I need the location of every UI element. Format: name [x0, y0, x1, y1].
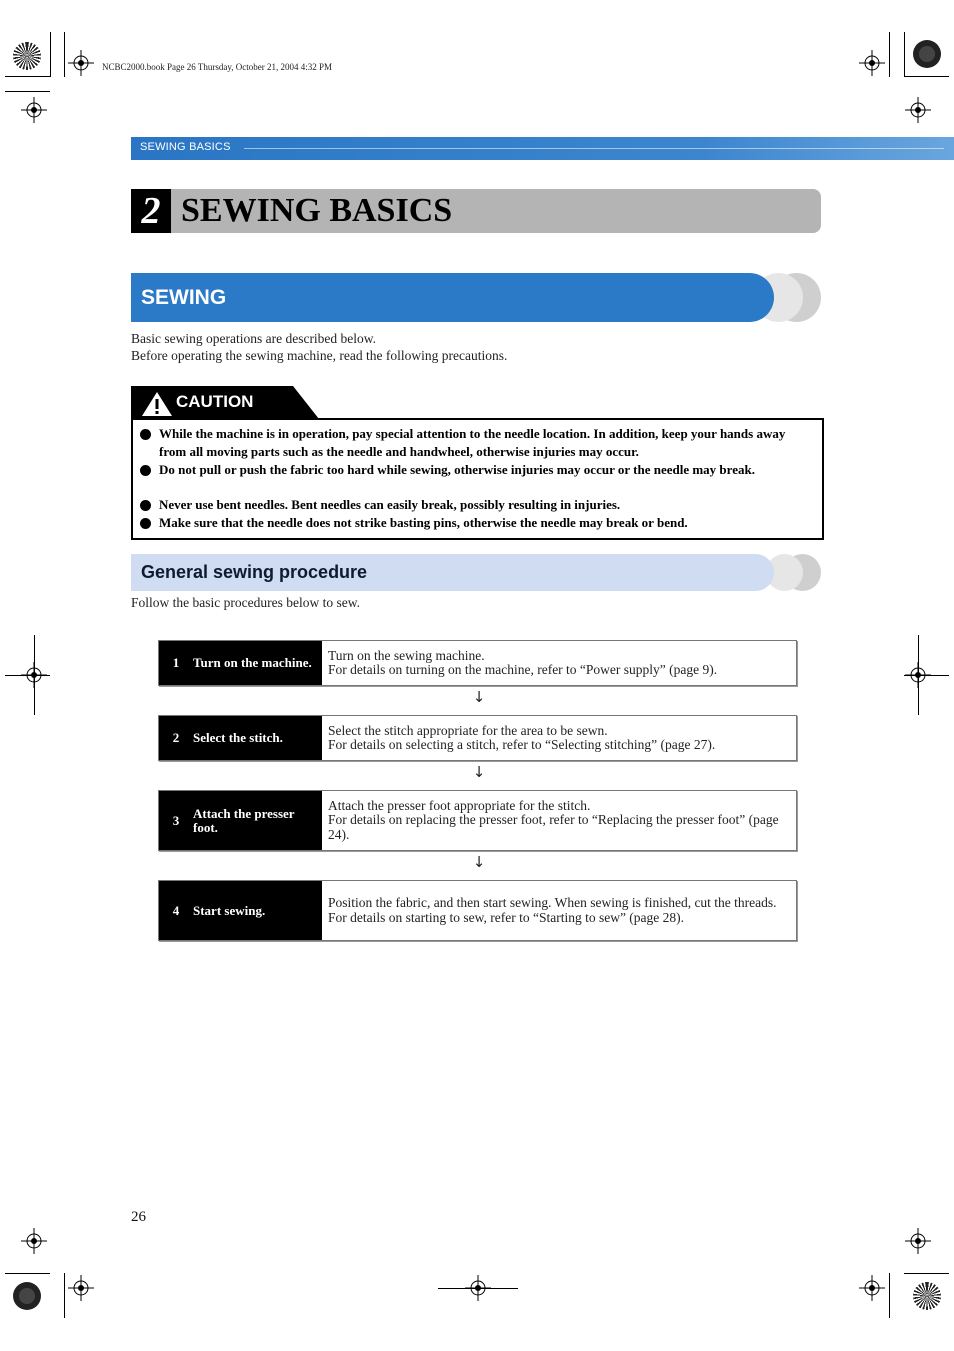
step-line: For details on selecting a stitch, refer to “Selecting stitching” (page 27). [328, 737, 716, 752]
step-number: 2 [172, 730, 180, 745]
caution-item: Never use bent needles. Bent needles can easily break, possibly resulting in injuries. [159, 497, 621, 512]
procedure-step [158, 640, 797, 686]
registration-rosette-icon [13, 42, 41, 70]
step-line: Position the fabric, and then start sewing. When sewing is finished, cut the threads. [328, 895, 777, 910]
registration-mark-icon [68, 50, 94, 76]
crop-line [904, 675, 949, 676]
step-header [159, 791, 322, 850]
registration-rosette-icon [913, 1282, 941, 1310]
step-header [159, 881, 322, 940]
down-arrow-icon: ↓ [472, 688, 486, 706]
caution-item: Make sure that the needle does not strike basting pins, otherwise the needle may break or bend. [159, 515, 688, 530]
registration-mark-icon [68, 1275, 94, 1301]
bullet-icon [140, 429, 151, 440]
step-line: For details on turning on the machine, refer to “Power supply” (page 9). [328, 662, 718, 677]
step-description [322, 881, 796, 940]
chapter-number: 2 [131, 189, 171, 233]
crop-line [904, 76, 949, 77]
step-description [322, 791, 796, 850]
down-arrow-icon: ↓ [472, 763, 486, 781]
step-label: Start sewing. [193, 902, 266, 918]
procedure-step [158, 880, 797, 941]
step-number: 1 [172, 655, 180, 670]
registration-mark-icon [905, 1228, 931, 1254]
running-header-rule [244, 148, 944, 149]
step-label: Turn on the machine. [193, 655, 312, 670]
step-line: Select the stitch appropriate for the area to be sewn. [328, 722, 608, 738]
crop-line [64, 32, 65, 77]
crop-line [5, 675, 50, 676]
running-header-text: SEWING BASICS [140, 141, 231, 153]
file-info: NCBC2000.book Page 26 Thursday, October 21, 2004 4:32 PM [102, 62, 332, 72]
procedure-step [158, 790, 797, 851]
crop-line [438, 1288, 518, 1289]
section-intro-line: Before operating the sewing machine, read the following precautions. [131, 348, 508, 363]
step-description [322, 641, 796, 685]
section-title: SEWING [141, 286, 227, 309]
crop-line [5, 76, 50, 77]
crop-line [64, 1273, 65, 1318]
registration-mark-icon [905, 97, 931, 123]
down-arrow-icon: ↓ [472, 853, 486, 871]
step-header [159, 716, 322, 760]
subsection-intro: Follow the basic procedures below to sew. [131, 595, 360, 610]
step-number: 3 [172, 812, 180, 828]
step-label: Select the stitch. [193, 730, 283, 745]
crop-line [889, 32, 890, 77]
step-line: For details on starting to sew, refer to “Starting to sew” (page 28). [328, 909, 685, 925]
registration-mark-icon [21, 97, 47, 123]
step-line: Attach the presser foot appropriate for the stitch. [328, 797, 591, 813]
page-number: 26 [131, 1209, 146, 1225]
bullet-icon [140, 465, 151, 476]
crop-line [5, 1273, 50, 1274]
caution-item: While the machine is in operation, pay special attention to the needle location. In addition, keep your hands away from all moving parts such as the needle and handwheel, otherwise injuries may occur. [159, 426, 786, 459]
registration-mark-icon [859, 50, 885, 76]
step-description [322, 716, 796, 760]
registration-rosette-icon [13, 1282, 41, 1310]
crop-line [889, 1273, 890, 1318]
bullet-icon [140, 500, 151, 511]
chapter-title: SEWING BASICS [181, 192, 453, 229]
caution-item: Do not pull or push the fabric too hard while sewing, otherwise injuries may occur or the needle may break. [159, 462, 755, 477]
bullet-icon [140, 518, 151, 529]
caution-label: CAUTION [176, 392, 254, 411]
step-header [159, 641, 322, 685]
registration-mark-icon [859, 1275, 885, 1301]
step-number: 4 [172, 902, 180, 918]
section-title-bar [131, 273, 774, 322]
crop-line [50, 32, 51, 77]
step-label: Attach the presser foot. [193, 805, 295, 835]
subsection-title: General sewing procedure [141, 562, 368, 582]
registration-rosette-icon [913, 40, 941, 68]
crop-line [5, 91, 50, 92]
step-line: Turn on the sewing machine. [328, 647, 485, 663]
crop-line [904, 32, 905, 77]
step-line: For details on replacing the presser foot, refer to “Replacing the presser foot” (page 24). [328, 812, 779, 842]
registration-mark-icon [21, 1228, 47, 1254]
warning-icon [141, 391, 173, 417]
section-intro-line: Basic sewing operations are described below. [131, 331, 377, 346]
crop-line [904, 1273, 949, 1274]
procedure-step [158, 715, 797, 761]
